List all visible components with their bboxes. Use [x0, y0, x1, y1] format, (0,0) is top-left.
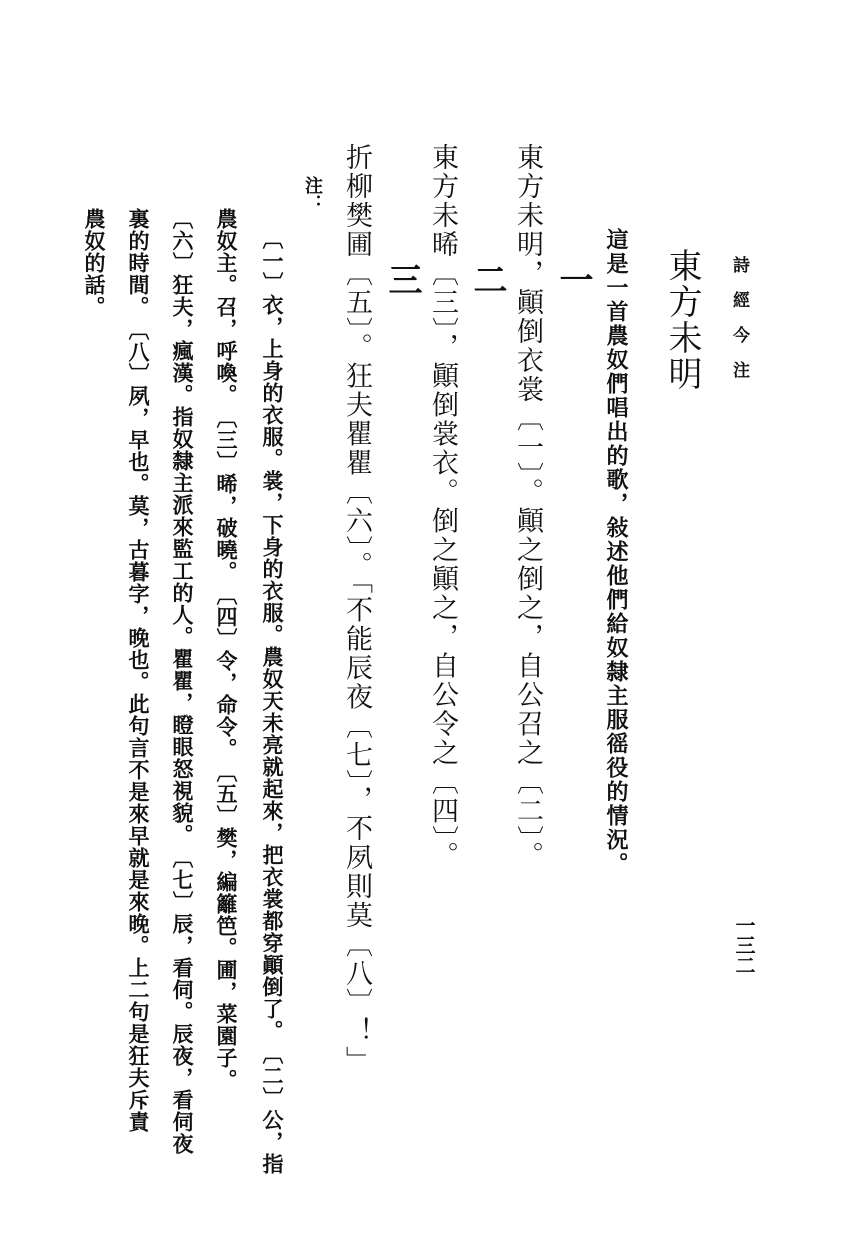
poem-title: 東方未明	[662, 248, 702, 392]
section-number-2: 二	[467, 262, 507, 296]
note-line-4: 裏的時間。 〔八〕夙，早也。莫，古暮字，晚也。此句言不是來早就是來晚。上二句是狂夫斥責	[126, 208, 151, 1133]
note-line-1: 〔一〕衣，上身的衣服。裳，下身的衣服。農奴天未亮就起來，把衣裳都穿顚倒了。 〔二〕公，指	[260, 228, 285, 1175]
section-number-1: 一	[553, 262, 593, 296]
section-number-3: 三	[382, 262, 422, 296]
poem-intro: 這是一首農奴們唱出的歌，敍述他們給奴隸主服徭役的情況。	[603, 228, 629, 876]
notes-label: 注：	[302, 176, 323, 212]
note-line-3: 〔六〕狂夫，瘋漢。指奴隸主派來監工的人。瞿瞿，瞪眼怒視貌。 〔七〕辰，看伺。辰夜，看伺夜	[170, 208, 195, 1155]
note-line-2: 農奴主。召，呼喚。 〔三〕晞，破曉。 〔四〕令，命令。 〔五〕樊，編籬笆。圃，菜園子。	[214, 208, 239, 1091]
verse-3: 折柳樊圃〔五〕。狂夫瞿瞿〔六〕。「不能辰夜〔七〕，不夙則莫〔八〕！」	[341, 143, 372, 1075]
verse-1: 東方未明，顚倒衣裳〔一〕。顚之倒之，自公召之〔二〕。	[512, 143, 543, 870]
verse-2: 東方未晞〔三〕，顚倒裳衣。倒之顚之，自公令之〔四〕。	[427, 143, 458, 870]
page-number: 一三二	[732, 915, 756, 975]
note-line-5: 農奴的話。	[82, 208, 107, 318]
running-title: 詩經今注	[729, 256, 749, 396]
